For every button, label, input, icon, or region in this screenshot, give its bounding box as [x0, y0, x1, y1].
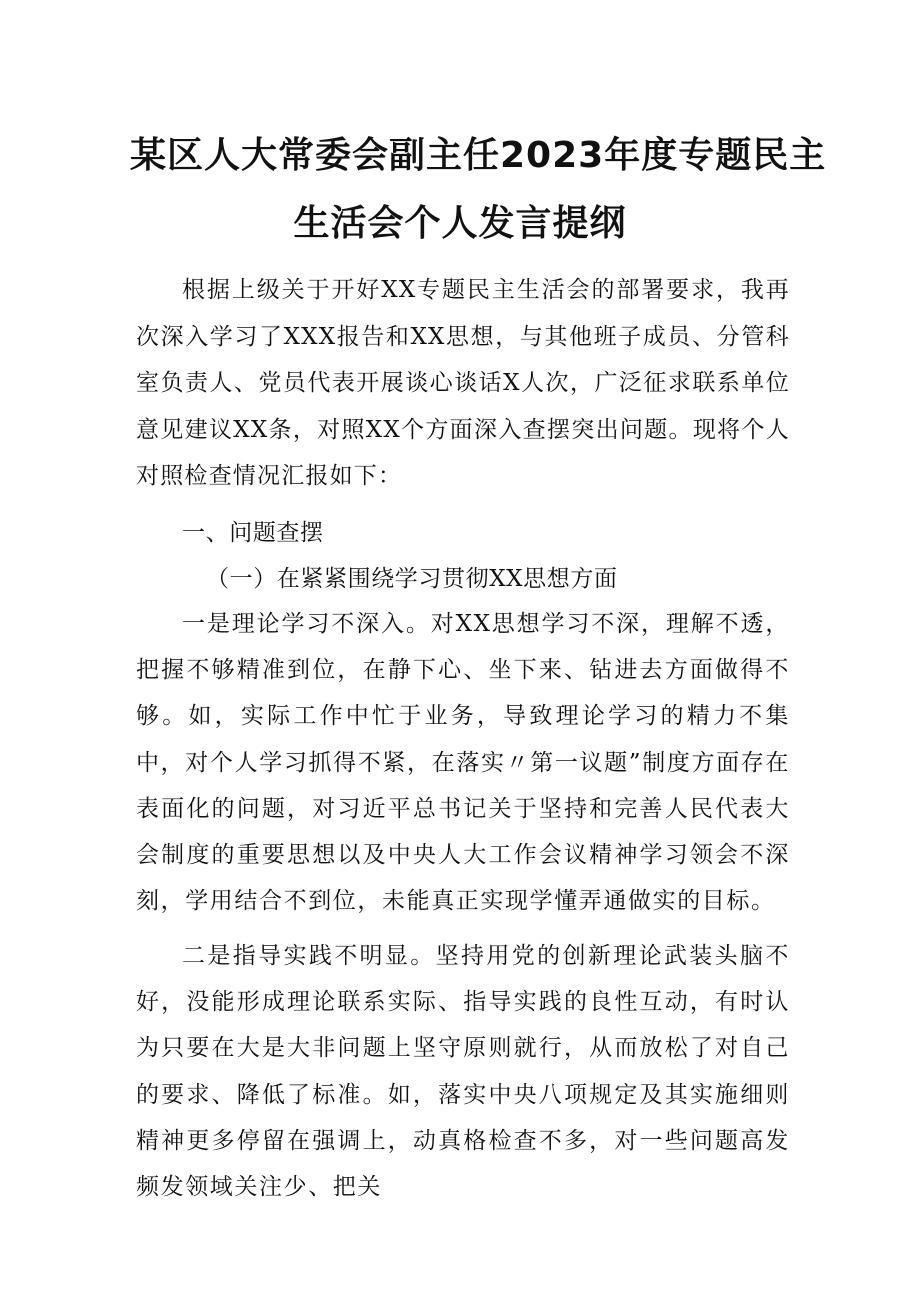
- point-1-paragraph: 一是理论学习不深入。对XX思想学习不深，理解不透，把握不够精准到位，在静下心、坐下来、钻进去方面做得不够。如，实际工作中忙于业务，导致理论学习的精力不集中，对个人学习抓得不紧，在落实〃第一议题”制度方面存在表面化的问题，对习近平总书记关于坚持和完善人民代表大会制度的重要思想以及中央人大工作会议精神学习领会不深刻，学用结合不到位，未能真正实现学懂弄通做实的目标。: [136, 611, 790, 915]
- intro-paragraph: 根据上级关于开好XX专题民主生活会的部署要求，我再次深入学习了XXX报告和XX思想，与其他班子成员、分管科室负责人、党员代表开展谈心谈话X人次，广泛征求联系单位意见建议XX条，对照XX个方面深入查摆突出问题。现将个人对照检查情况汇报如下：: [136, 277, 790, 489]
- point-2-paragraph: 二是指导实践不明显。坚持用党的创新理论武装头脑不好，没能形成理论联系实际、指导实践的良性互动，有时认为只要在大是大非问题上坚守原则就行，从而放松了对自己的要求、降低了标准。如，落实中央八项规定及其实施细则精神更多停留在强调上，动真格检查不多，对一些问题高发频发领域关注少、把关: [136, 943, 790, 1201]
- subsection-heading: （一）在紧紧围绕学习贯彻XX思想方面: [206, 566, 618, 592]
- document-title-line-1: 某区人大常委会副主任2023年度专题民主: [130, 135, 827, 176]
- document-title-line-2: 生活会个人发言提纲: [293, 203, 627, 244]
- section-heading: 一、问题查摆: [182, 520, 324, 546]
